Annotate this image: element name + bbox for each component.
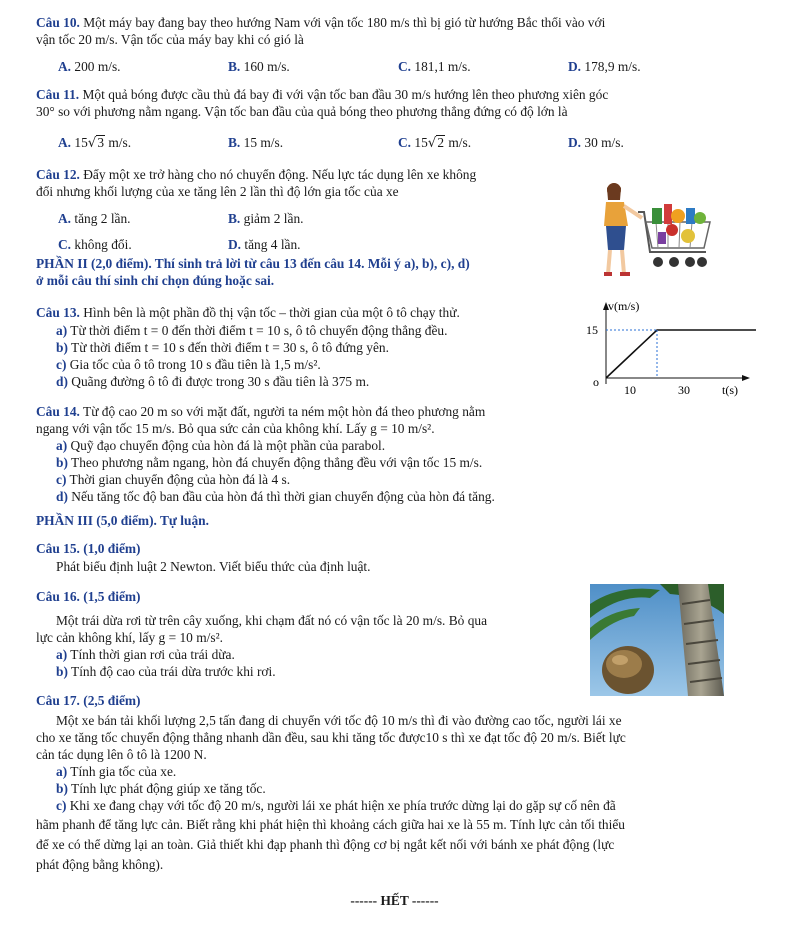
question-number: Câu 14.	[36, 404, 80, 419]
statement-d: d) Quãng đường ô tô đi được trong 30 s đầu tiên là 375 m.	[56, 374, 370, 389]
option-d: D. 178,9 m/s.	[568, 59, 641, 74]
coconut-tree-photo	[590, 584, 724, 696]
x-tick-label: 30	[678, 383, 690, 397]
statement-a: a) Tính thời gian rơi của trái dừa.	[56, 647, 235, 662]
statement-a: a) Từ thời điểm t = 0 đến thời điểm t = 10 s, ô tô chuyển động thẳng đều.	[56, 323, 448, 338]
question-11	[36, 86, 756, 120]
statement-b: b) Từ thời điểm t = 10 s đến thời điểm t = 30 s, ô tô đứng yên.	[56, 340, 389, 355]
question-text: vận tốc 20 m/s. Vận tốc của máy bay khi có gió là	[36, 32, 304, 47]
question-text: Một trái dừa rơi từ trên cây xuống, khi chạm đất nó có vận tốc là 20 m/s. Bỏ qua	[56, 613, 488, 628]
question-text: Đẩy một xe trở hàng cho nó chuyển động. Nếu lực tác dụng lên xe không	[79, 167, 477, 182]
question-number: Câu 13.	[36, 305, 80, 320]
option-b: B. 160 m/s.	[228, 59, 290, 74]
y-tick-label: 15	[586, 323, 598, 337]
option-a: A. 200 m/s.	[58, 59, 121, 74]
question-number: Câu 10.	[36, 15, 80, 30]
question-16-title: Câu 16. (1,5 điểm)	[36, 589, 141, 604]
statement-c: c) Gia tốc của ô tô trong 10 s đầu tiên là 1,5 m/s².	[56, 357, 321, 372]
statement-c: c) Khi xe đang chạy với tốc độ 20 m/s, người lái xe phát hiện xe phía trước dừng lại do gặp sự cố nên đã	[56, 798, 616, 813]
x-axis-arrow	[742, 375, 750, 381]
origin-label: o	[593, 375, 599, 389]
question-text: phát động bằng không).	[36, 857, 164, 872]
statement-d: d) Nếu tăng tốc độ ban đầu của hòn đá thì thời gian chuyển động của hòn đá tăng.	[56, 489, 495, 504]
question-15-text: Phát biểu định luật 2 Newton. Viết biểu thức của định luật.	[56, 559, 371, 574]
part-2-heading: PHẦN II (2,0 điểm). Thí sinh trả lời từ câu 13 đến câu 14. Mỗi ý a), b), c), d) ở mỗi câu thí sinh chỉ chọn đúng hoặc sai.	[36, 256, 470, 288]
question-text: cản tác dụng lên ô tô là 1200 N.	[36, 747, 207, 762]
x-axis-label: t(s)	[722, 383, 738, 397]
question-14	[36, 403, 776, 505]
x-tick-label: 10	[624, 383, 636, 397]
velocity-series-line	[606, 330, 756, 378]
question-text: ngang với vận tốc 15 m/s. Bỏ qua sức cản của không khí. Lấy g = 10 m/s².	[36, 421, 435, 436]
statement-b: b) Tính độ cao của trái dừa trước khi rơi.	[56, 664, 276, 679]
end-marker: ------ HẾT ------	[350, 893, 439, 908]
statement-b: b) Tính lực phát động giúp xe tăng tốc.	[56, 781, 266, 796]
y-axis-label: v(m/s)	[608, 299, 640, 313]
question-text: lực cản không khí, lấy g = 10 m/s².	[36, 630, 223, 645]
shopping-cart-illustration	[598, 178, 714, 282]
statement-b: b) Theo phương nằm ngang, hòn đá chuyển động thẳng đều với vận tốc 15 m/s.	[56, 455, 483, 470]
statement-a: a) Tính gia tốc của xe.	[56, 764, 177, 779]
question-text: cho xe tăng tốc chuyển động thẳng nhanh dần đều, sau khi tăng tốc được10 s thì xe đạt tốc độ 20 m/s. Biết lực	[36, 730, 626, 745]
option-a: A. 15√3 m/s.	[58, 135, 132, 151]
part-3-heading: PHẦN III (5,0 điểm). Tự luận.	[36, 513, 209, 528]
question-15-title: Câu 15. (1,0 điểm)	[36, 541, 141, 556]
option-b: B. giảm 2 lần.	[228, 211, 304, 226]
option-c: C. 15√2 m/s.	[398, 135, 472, 151]
question-text: 30° so với phương nằm ngang. Vận tốc ban đầu của quả bóng theo phương thẳng đứng có độ lớn là	[36, 104, 568, 119]
question-17-title: Câu 17. (2,5 điểm)	[36, 693, 141, 708]
question-text: Từ độ cao 20 m so với mặt đất, người ta ném một hòn đá theo phương nằm	[79, 404, 486, 419]
question-text: Hình bên là một phần đồ thị vận tốc – thời gian của một ô tô chạy thử.	[79, 305, 460, 320]
question-10	[36, 14, 756, 48]
question-12	[36, 166, 576, 200]
question-17	[36, 712, 756, 873]
question-text: để xe có thể dừng lại an toàn. Giả thiết khi đạp phanh thì động cơ bị ngắt kết nối với bánh xe phát động (lực	[36, 837, 615, 852]
option-d: D. 30 m/s.	[568, 135, 624, 150]
option-d: D. tăng 4 lần.	[228, 237, 301, 252]
question-number: Câu 11.	[36, 87, 80, 102]
option-a: A. tăng 2 lần.	[58, 211, 131, 226]
question-text: đổi nhưng khối lượng của xe tăng lên 2 lần thì độ lớn gia tốc của xe	[36, 184, 399, 199]
statement-a: a) Quỹ đạo chuyển động của hòn đá là một phần của parabol.	[56, 438, 386, 453]
question-text: hãm phanh để tăng lực cản. Biết rằng khi phát hiện thì khoảng cách giữa hai xe là 55 m. Tính lực cản tối thiểu	[36, 817, 625, 832]
option-c: C. 181,1 m/s.	[398, 59, 471, 74]
question-16	[36, 612, 596, 680]
option-c: C. không đổi.	[58, 237, 132, 252]
question-13	[36, 304, 596, 390]
question-text: Một máy bay đang bay theo hướng Nam với vận tốc 180 m/s thì bị gió từ hướng Bắc thổi vào với	[79, 15, 606, 30]
question-number: Câu 12.	[36, 167, 80, 182]
option-b: B. 15 m/s.	[228, 135, 284, 150]
question-text: Một quả bóng được cầu thủ đá bay đi với vận tốc ban đầu 30 m/s hướng lên theo phương xiên góc	[79, 87, 609, 102]
statement-c: c) Thời gian chuyển động của hòn đá là 4 s.	[56, 472, 291, 487]
question-text: Một xe bán tải khối lượng 2,5 tấn đang di chuyển với tốc độ 10 m/s thì đi vào đường cao tốc, người lái xe	[56, 713, 622, 728]
velocity-time-graph	[586, 298, 756, 402]
